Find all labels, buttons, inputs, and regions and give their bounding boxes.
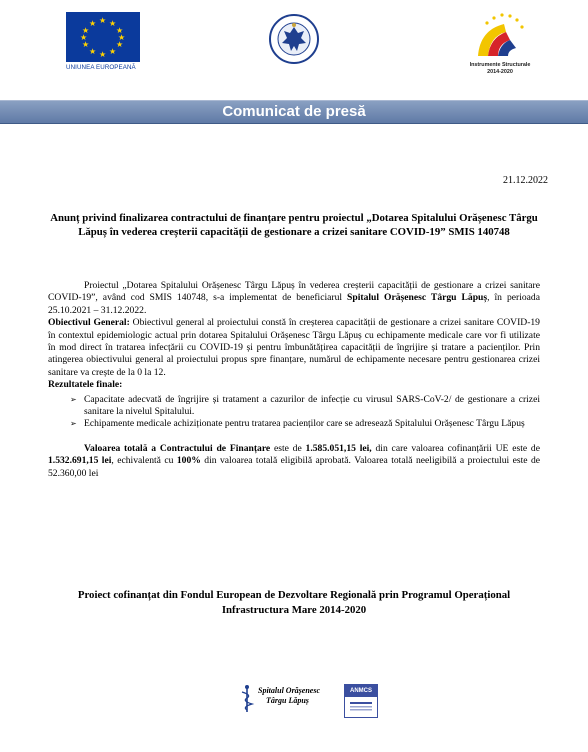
- value-percent: 100%: [176, 455, 201, 467]
- caduceus-icon: [238, 684, 256, 714]
- value-total: 1.585.051,15 lei,: [305, 442, 372, 454]
- hospital-logo: [238, 684, 338, 730]
- value-paragraph: [48, 443, 540, 480]
- project-period: , în perioada 25.10.2021 – 31.12.2022.: [48, 292, 540, 316]
- hospital-name-line2: Târgu Lăpuș: [266, 696, 309, 705]
- eu-flag-icon: ★ ★ ★ ★ ★ ★ ★ ★ ★ ★ ★ ★: [66, 12, 140, 62]
- objective-paragraph: [48, 317, 540, 379]
- hospital-name-line1: Spitalul Orășenesc: [258, 686, 321, 695]
- value-text: din valoarea totală eligibilă aprobată. Valoarea totală neeligibilă a proiectului este de 52.360,00 lei: [48, 455, 541, 479]
- value-text: din care valoarea cofinanțării UE este de: [371, 442, 540, 454]
- results-label: Rezultatele finale:: [48, 379, 123, 391]
- instrumente-structurale-logo: [460, 10, 540, 80]
- anmcs-graphic: [345, 697, 377, 715]
- document-body: [48, 280, 540, 480]
- beneficiary-name: Spitalul Orășenesc Târgu Lăpuș: [347, 292, 488, 304]
- eu-caption: UNIUNEA EUROPEANĂ: [66, 64, 136, 71]
- results-list: [48, 394, 540, 431]
- instrumente-structurale-caption: [460, 62, 540, 76]
- results-heading: [48, 379, 540, 391]
- eu-logo: [66, 12, 140, 72]
- objective-label: Obiectivul General:: [48, 317, 130, 329]
- result-text: Capacitate adecvată de îngrijire și tratament a cazurilor de infecție cu virusul SARS-CoV-2/ de gestionare a crizei sanitare la nivelul Spitalului.: [84, 393, 540, 418]
- bullet-icon: ➢: [70, 394, 77, 404]
- value-label: Valoarea totală a Contractului de Finanțare: [84, 442, 271, 454]
- document-title: Anunț privind finalizarea contractului de finanțare pentru proiectul „Dotarea Spitalului Orășenesc Târgu Lăpuș în vederea creșterii capacității de gestionare a crizei sanitare COVID-19” SMIS 140748: [50, 212, 538, 238]
- banner-title: Comunicat de presă: [222, 103, 366, 120]
- anmcs-emblem-icon: [346, 700, 376, 714]
- value-text: este de: [270, 442, 306, 454]
- is-caption-line1: Instrumente Structurale: [469, 62, 531, 68]
- government-seal-icon: [268, 13, 320, 65]
- press-release-banner: [0, 100, 588, 124]
- list-item: [48, 418, 540, 430]
- bullet-icon: ➢: [70, 419, 77, 429]
- cofinancing-note: Proiect cofinanțat din Fondul European de Dezvoltare Regională prin Programul Operațional Infrastructura Mare 2014-2020: [77, 589, 511, 616]
- release-date: 21.12.2022: [503, 175, 548, 186]
- value-ue: 1.532.691,15 lei: [48, 455, 112, 467]
- hospital-name: [258, 686, 320, 706]
- instrumente-structurale-icon: [460, 10, 540, 62]
- objective-text: Obiectivul general al proiectului constă în creșterea capacității de gestionare a crizei sanitare COVID-19 în contextul epidemiologic actual prin dotarea Spitalului Orășenesc Târgu Lăpuș cu echipamente medicale care vor fi utilizate în mod direct în tratarea infecțării cu COVID-19 și pentru îmbunătățirea capacității de îngrijire și tratare a pacienților. Prin atingerea obiectivului general al proiectului propus spre finanțare, numărul de echipamente necesare pentru gestionarea crizei sanitare va crește de la 0 la 12.: [48, 317, 540, 378]
- anmcs-label: ANMCS: [345, 685, 377, 697]
- project-text: Proiectul „Dotarea Spitalului Orășenesc Târgu Lăpuș în vederea creșterii capacității de gestionare a crizei sanitare COVID-19”, având cod SMIS 140748, s-a implementat de beneficiarul: [48, 280, 540, 304]
- value-text: , echivalentă cu: [111, 455, 177, 467]
- result-text: Echipamente medicale achiziționate pentru tratarea pacienților care se adresează Spitalului Orășenesc Târgu Lăpuș: [84, 418, 525, 430]
- anmcs-logo: [344, 684, 378, 718]
- list-item: [48, 394, 540, 419]
- project-paragraph: [48, 280, 540, 317]
- government-logo: [268, 13, 320, 65]
- is-caption-line2: 2014-2020: [487, 69, 513, 75]
